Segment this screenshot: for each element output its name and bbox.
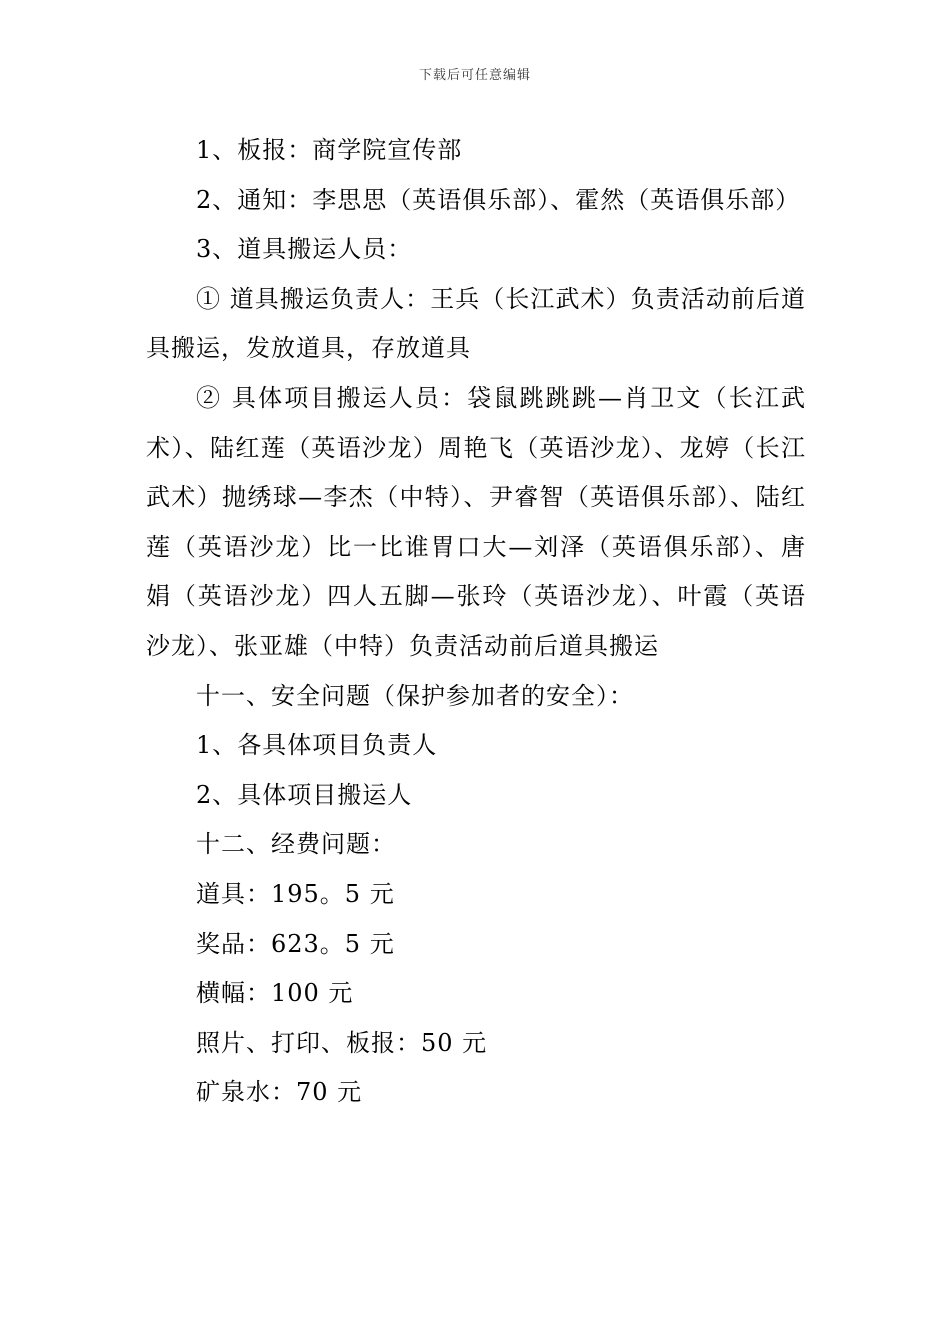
paragraph-safety-item-1: 1、各具体项目负责人 bbox=[196, 731, 438, 760]
page-header-note: 下载后可任意编辑 bbox=[418, 68, 531, 83]
paragraph-blackboard: 1、板报：商学院宣传部 bbox=[196, 136, 463, 164]
paragraph-notice: 2、通知：李思思（英语俱乐部）、霍然（英语俱乐部） bbox=[196, 185, 801, 214]
paragraph-props-leader: ① 道具搬运负责人：王兵（长江武术）负责活动前后道具搬运，发放道具，存放道具 bbox=[146, 284, 806, 363]
budget-props: 道具：195。5 元 bbox=[196, 879, 395, 908]
section-safety-heading: 十一、安全问题（保护参加者的安全）： bbox=[196, 681, 634, 710]
budget-banner: 横幅：100 元 bbox=[196, 979, 354, 1008]
budget-water: 矿泉水：70 元 bbox=[196, 1078, 363, 1107]
section-budget-heading: 十二、经费问题： bbox=[196, 830, 396, 859]
document-body bbox=[146, 126, 806, 1118]
paragraph-props-staff: 3、道具搬运人员： bbox=[196, 235, 413, 264]
budget-prizes: 奖品：623。5 元 bbox=[196, 929, 395, 958]
paragraph-safety-item-2: 2、具体项目搬运人 bbox=[196, 780, 413, 809]
paragraph-project-movers: ② 具体项目搬运人员：袋鼠跳跳跳—肖卫文（长江武术）、陆红莲（英语沙龙）周艳飞（英语沙龙）、龙婷（长江武术）抛绣球—李杰（中特）、尹睿智（英语俱乐部）、陆红莲（英语沙龙）比一比谁胃口大—刘泽（英语俱乐部）、唐娟（英语沙龙）四人五脚—张玲（英语沙龙）、叶霞（英语沙龙）、张亚雄（中特）负责活动前后道具搬运 bbox=[146, 383, 806, 660]
budget-photos-printing: 照片、打印、板报：50 元 bbox=[196, 1028, 488, 1057]
